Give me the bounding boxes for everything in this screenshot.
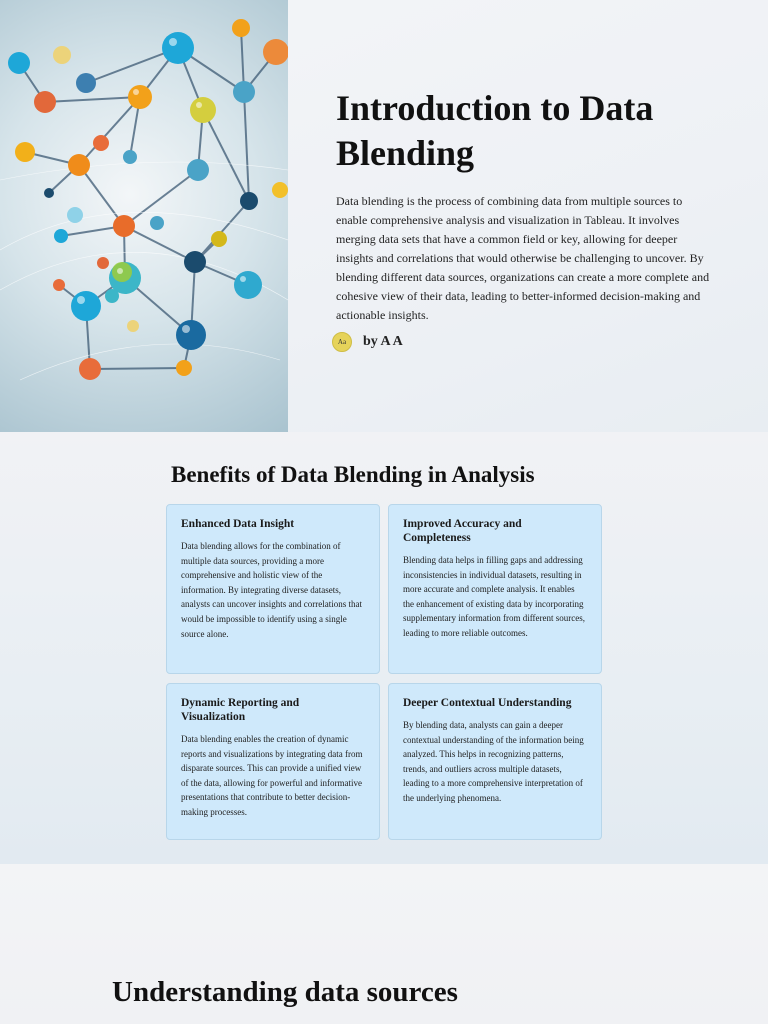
- card-title: Enhanced Data Insight: [181, 518, 295, 530]
- card-text: Blending data helps in filling gaps and addressing inconsistencies in individual datasets, resulting in more accurate and complete analysis. It enables the enhancement of existing data by incorporating supplementary information from different sources, leading to more reliable outcomes.: [403, 555, 586, 638]
- card-title: Dynamic Reporting and Visualization: [181, 697, 300, 723]
- card-text: Data blending enables the creation of dynamic reports and visualizations by integrating data from disparate sources. This can provide a unified view of the data, allowing for powerful and informative presentations that contribute to better decision-making processes.: [181, 734, 363, 817]
- intro-paragraph: Data blending is the process of combining data from multiple sources to enable comprehensive analysis and visualization in Tableau. It involves merging data sets that have a common field or key, allowing for deeper insights and correlations that would otherwise be challenging to uncover. By blending different data sources, organizations can create a more complete and cohesive view of their data, leading to better-informed decision-making and actionable insights.: [336, 194, 710, 322]
- benefit-card-reporting: [166, 683, 380, 840]
- benefit-card-accuracy: [388, 504, 602, 674]
- benefits-slide: [0, 432, 768, 864]
- card-title: Deeper Contextual Understanding: [403, 697, 572, 709]
- section-title: Understanding data sources: [112, 976, 458, 1008]
- author-name: by A A: [363, 334, 403, 349]
- card-text: Data blending allows for the combination of multiple data sources, providing a more comprehensive and holistic view of the information. By integrating diverse datasets, analysts can uncover insights and correlations that would be impossible to identify using a single source alone.: [181, 541, 362, 639]
- card-text: By blending data, analysts can gain a deeper contextual understanding of the information being analyzed. This helps in recognizing patterns, trends, and outliers across multiple datasets, leading to a more comprehensive interpretation of the underlying phenomena.: [403, 720, 584, 803]
- network-illustration: [0, 0, 288, 432]
- data-sources-slide: [0, 864, 768, 1024]
- card-title: Improved Accuracy and Completeness: [403, 518, 522, 544]
- benefit-card-enhanced-insight: [166, 504, 380, 674]
- molecular-network-image: [0, 0, 288, 432]
- avatar: Aa: [332, 332, 352, 352]
- slide-title: Introduction to Data Blending: [336, 88, 654, 173]
- author-byline: [332, 332, 403, 352]
- title-slide: [0, 0, 768, 432]
- section-title: Benefits of Data Blending in Analysis: [171, 462, 535, 487]
- benefit-card-context: [388, 683, 602, 840]
